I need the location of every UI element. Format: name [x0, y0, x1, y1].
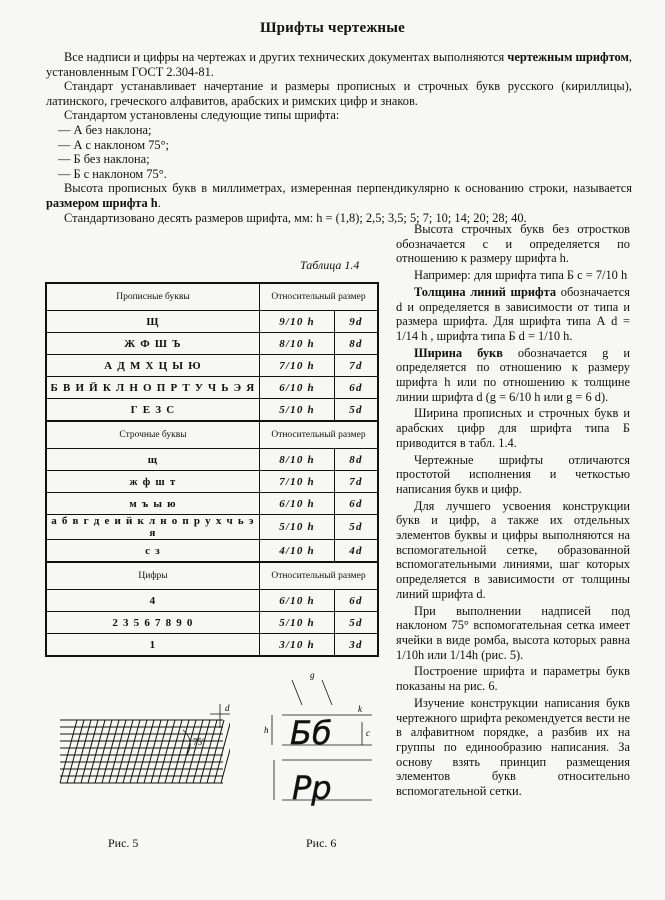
table-row — [46, 471, 378, 493]
grid-slant-line — [88, 720, 105, 783]
ratio-cell: 5/10 h — [260, 612, 335, 634]
intro-p4-end: . — [157, 195, 161, 210]
right-paragraph: Высота строчных букв без отростков обозначается c и определяется по отношению к размеру шрифта h. — [396, 222, 630, 266]
intro-p1-text: Все надписи и цифры на чертежах и других технических документах выполняются — [64, 50, 508, 64]
table-row — [46, 355, 378, 377]
intro-paragraph-3: Стандартом установлены следующие типы шрифта: — [64, 108, 340, 123]
letters-cell: с з — [46, 540, 260, 563]
ratio-cell: 3/10 h — [260, 634, 335, 657]
grid-slant-line — [151, 720, 168, 783]
table-row — [46, 449, 378, 471]
size-header-label: Относительный размер — [260, 421, 379, 449]
grid-slant-line — [165, 720, 182, 783]
grid-slant-line — [74, 720, 91, 783]
size-header-label: Относительный размер — [260, 562, 379, 590]
intro-p1-bold: чертежным шрифтом — [507, 50, 629, 64]
size-cell: 6d — [335, 590, 379, 612]
grid-slant-line — [116, 720, 133, 783]
size-cell: 6d — [335, 493, 379, 515]
right-paragraph — [396, 285, 630, 344]
right-bold: Ширина букв — [414, 345, 503, 360]
right-paragraph: При выполнении надписей под наклоном 75° вспомогательная сетка имеет ячейки в виде ромба, высота которых равна 1/10h или 1/14h (рис. 5). — [396, 603, 630, 662]
table-row — [46, 377, 378, 399]
letters-cell: а б в г д е и й к л н о п р у х ч ь э я — [46, 515, 260, 540]
table-section-header — [46, 283, 378, 311]
figure-6-letters — [262, 660, 382, 825]
font-type-item: — А с наклоном 75°; — [58, 137, 169, 152]
figure-5-grid — [55, 700, 230, 815]
fig6-letters-bb: Бб — [290, 714, 332, 752]
grid-slant-line — [193, 720, 210, 783]
grid-slant-line — [109, 720, 126, 783]
grid-slant-line — [67, 720, 84, 783]
letters-cell: Б В И Й К Л Н О П Р Т У Ч Ь Э Я — [46, 377, 260, 399]
grid-slant-line — [95, 720, 112, 783]
size-cell: 9d — [335, 311, 379, 333]
grid-slant-line — [60, 720, 77, 783]
ratio-cell: 5/10 h — [260, 399, 335, 422]
right-text: обозначается d и определяется в зависимости от типа и размера шрифта. Для шрифта типа А d = 1/14 h , шрифта типа Б d = 1/10 h. — [396, 284, 630, 343]
grid-slant-line — [144, 720, 161, 783]
ratio-cell: 6/10 h — [260, 377, 335, 399]
letters-cell: 1 — [46, 634, 260, 657]
intro-p1-end: , установленным ГОСТ 2.304-81. — [46, 50, 632, 79]
grid-slant-line — [214, 720, 230, 783]
font-size-table — [45, 282, 379, 657]
right-paragraph: Для лучшего усвоения конструкции букв и цифр, а также их отдельных элементов буквы и цифры выполняются на вспомогательной сетке, образованной вспомогательными линиями, шаг которых определяется в зависимости от толщины линий шрифта d. — [396, 498, 630, 601]
right-bold: Толщина линий шрифта — [414, 284, 557, 299]
fig6-c-label: c — [366, 728, 370, 738]
intro-p4-bold: размером шрифта h — [46, 195, 158, 210]
letters-cell: Щ — [46, 311, 260, 333]
intro-p4-text: Высота прописных букв в миллиметрах, измеренная перпендикулярно к основанию строки, называется — [64, 181, 632, 196]
right-paragraph: Ширина прописных и строчных букв и арабских цифр для шрифта типа Б приводится в табл. 1.4. — [396, 406, 630, 450]
section-header-label: Строчные буквы — [46, 421, 260, 449]
letters-cell: Г Е З С — [46, 399, 260, 422]
size-cell: 6d — [335, 377, 379, 399]
ratio-cell: 8/10 h — [260, 449, 335, 471]
letters-cell: 2 3 5 6 7 8 9 0 — [46, 612, 260, 634]
figure-5-caption: Рис. 5 — [108, 836, 139, 850]
right-paragraph: Например: для шрифта типа Б c = 7/10 h — [414, 268, 628, 283]
grid-slant-line — [207, 720, 224, 783]
intro-text — [46, 50, 632, 225]
fig5-d-label: d — [225, 703, 230, 713]
intro-paragraph-5: Стандартизовано десять размеров шрифта, мм: h = (1,8); 2,5; 3,5; 5; 7; 10; 14; 20; 28; 40. — [64, 210, 527, 225]
size-cell: 3d — [335, 634, 379, 657]
figure-6-caption: Рис. 6 — [306, 836, 337, 850]
grid-slant-line — [123, 720, 140, 783]
ratio-cell: 4/10 h — [260, 540, 335, 563]
grid-slant-line — [137, 720, 154, 783]
table-row — [46, 634, 378, 657]
letters-cell: щ — [46, 449, 260, 471]
font-type-item: — Б с наклоном 75°. — [58, 166, 167, 181]
right-paragraph: Изучение конструкции написания букв чертежного шрифта рекомендуется вести не в алфавитном порядке, а разбив их на группы по единообразию написания. За основу взять принцип размещения элементов букв относительно вспомогательной сетки. — [396, 695, 630, 799]
table-row — [46, 515, 378, 540]
table-section-header — [46, 562, 378, 590]
fig6-h-label: h — [264, 725, 269, 735]
letters-cell: А Д М Х Ц Ы Ю — [46, 355, 260, 377]
ratio-cell: 6/10 h — [260, 493, 335, 515]
font-type-item: — Б без наклона; — [58, 152, 150, 167]
grid-slant-line — [102, 720, 119, 783]
ratio-cell: 7/10 h — [260, 355, 335, 377]
grid-slant-line — [200, 720, 217, 783]
font-types-list — [46, 123, 632, 181]
ratio-cell: 8/10 h — [260, 333, 335, 355]
size-cell: 5d — [335, 612, 379, 634]
fig6-letters-rr: Рр — [292, 769, 332, 807]
size-cell: 7d — [335, 355, 379, 377]
table-section-header — [46, 421, 378, 449]
right-paragraph — [396, 346, 630, 405]
size-header-label: Относительный размер — [260, 283, 379, 311]
table-row — [46, 612, 378, 634]
table-row — [46, 311, 378, 333]
grid-slant-line — [81, 720, 98, 783]
table-caption: Таблица 1.4 — [300, 258, 360, 272]
intro-paragraph-4 — [46, 181, 632, 210]
page-title: Шрифты чертежные — [259, 20, 406, 36]
intro-paragraph-1 — [46, 50, 632, 79]
grid-slant-line — [158, 720, 175, 783]
size-cell: 4d — [335, 540, 379, 563]
right-column-text — [396, 222, 630, 801]
right-text: обозначается g и определяется по отношению к размеру шрифта h или по отношению к толщине линии шрифта d (g = 6/10 h или g = 6 d). — [396, 345, 630, 404]
size-cell: 7d — [335, 471, 379, 493]
table-row — [46, 590, 378, 612]
size-cell: 8d — [335, 449, 379, 471]
ratio-cell: 6/10 h — [260, 590, 335, 612]
letters-cell: ж ф ш т — [46, 471, 260, 493]
grid-slant-line — [130, 720, 147, 783]
table-row — [46, 540, 378, 563]
size-cell: 8d — [335, 333, 379, 355]
grid-slant-line — [172, 720, 189, 783]
size-cell: 5d — [335, 399, 379, 422]
fig6-g-label: g — [310, 670, 315, 680]
grid-slant-line — [179, 720, 196, 783]
size-cell: 5d — [335, 515, 379, 540]
table-row — [46, 399, 378, 422]
section-header-label: Прописные буквы — [46, 283, 260, 311]
intro-paragraph-2: Стандарт устанавливает начертание и размеры прописных и строчных букв русского (кириллицы), латинского, греческого алфавитов, арабских и римских цифр и знаков. — [46, 79, 632, 108]
table-row — [46, 493, 378, 515]
right-paragraph: Построение шрифта и параметры букв показаны на рис. 6. — [396, 664, 630, 694]
ratio-cell: 7/10 h — [260, 471, 335, 493]
letters-cell: м ъ ы ю — [46, 493, 260, 515]
font-type-item: — А без наклона; — [58, 122, 152, 137]
letters-cell: 4 — [46, 590, 260, 612]
fig5-angle-label: 75° — [193, 737, 206, 747]
ratio-cell: 5/10 h — [260, 515, 335, 540]
right-paragraph: Чертежные шрифты отличаются простотой исполнения и четкостью написания букв и цифр. — [396, 452, 630, 496]
section-header-label: Цифры — [46, 562, 260, 590]
fig6-k-label: k — [358, 704, 362, 714]
table-row — [46, 333, 378, 355]
ratio-cell: 9/10 h — [260, 311, 335, 333]
letters-cell: Ж Ф Ш Ъ — [46, 333, 260, 355]
